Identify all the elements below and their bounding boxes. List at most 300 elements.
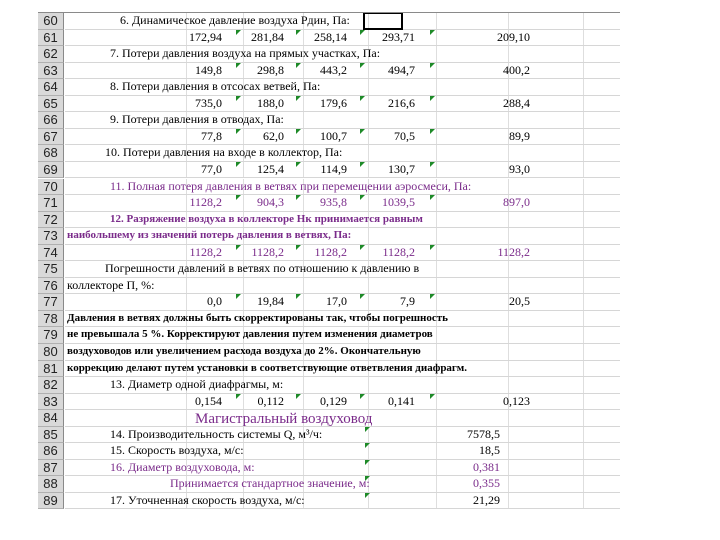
value-cell[interactable]: 904,3 <box>257 195 284 210</box>
value-cell[interactable]: 7578,5 <box>467 426 500 441</box>
gridline <box>436 13 437 29</box>
gridline <box>436 493 437 509</box>
gridline <box>303 30 304 46</box>
error-indicator-icon <box>430 195 435 200</box>
row-cells[interactable] <box>65 129 620 146</box>
error-indicator-icon <box>236 63 241 68</box>
gridline <box>583 145 584 161</box>
gridline <box>186 63 187 79</box>
gridline <box>508 46 509 62</box>
gridline <box>368 79 369 95</box>
value-cell[interactable]: 7,9 <box>400 294 415 309</box>
gridline <box>436 96 437 112</box>
table-row <box>38 112 620 129</box>
gridline <box>186 129 187 145</box>
gridline <box>303 443 304 459</box>
error-indicator-icon <box>360 294 365 299</box>
value-cell[interactable]: 149,8 <box>195 62 222 77</box>
gridline <box>368 30 369 46</box>
gridline <box>186 278 187 294</box>
gridline <box>583 443 584 459</box>
error-indicator-icon <box>296 294 301 299</box>
row-cells[interactable] <box>65 327 620 344</box>
label-cell[interactable]: 9. Потери давления в отводах, Па: <box>110 112 284 127</box>
gridline <box>508 261 509 277</box>
value-cell[interactable]: 1128,2 <box>189 244 222 259</box>
table-row <box>38 212 620 229</box>
row-header[interactable]: 78 <box>38 311 64 328</box>
table-row <box>38 427 620 444</box>
row-header[interactable]: 88 <box>38 476 64 493</box>
row-header[interactable]: 70 <box>38 179 64 196</box>
table-row <box>38 96 620 113</box>
value-cell[interactable]: 17,0 <box>326 294 347 309</box>
gridline <box>303 96 304 112</box>
gridline <box>583 162 584 178</box>
row-cells[interactable] <box>65 493 620 510</box>
gridline <box>368 245 369 261</box>
table-row <box>38 13 620 30</box>
value-cell[interactable]: 443,2 <box>320 62 347 77</box>
value-cell[interactable]: 21,29 <box>473 492 500 507</box>
gridline <box>303 377 304 393</box>
value-cell[interactable]: 89,9 <box>509 128 530 143</box>
gridline <box>303 278 304 294</box>
table-row <box>38 327 620 344</box>
error-indicator-icon <box>430 245 435 250</box>
gridline <box>508 278 509 294</box>
value-cell[interactable]: 1128,2 <box>189 195 222 210</box>
row-header[interactable]: 71 <box>38 195 64 212</box>
row-header[interactable]: 85 <box>38 427 64 444</box>
gridline <box>186 410 187 426</box>
gridline <box>303 63 304 79</box>
label-cell[interactable]: 11. Полная потеря давления в ветвях при перемещении аэросмеси, Па: <box>110 178 472 193</box>
row-header[interactable]: 65 <box>38 96 64 113</box>
row-header[interactable]: 83 <box>38 394 64 411</box>
gridline <box>436 162 437 178</box>
error-indicator-icon <box>236 195 241 200</box>
label-cell[interactable]: 8. Потери давления в отсосах ветвей, Па: <box>110 79 321 94</box>
table-row <box>38 344 620 361</box>
value-cell[interactable]: 1128,2 <box>251 244 284 259</box>
gridline <box>368 96 369 112</box>
gridline <box>243 278 244 294</box>
value-cell[interactable]: 298,8 <box>257 62 284 77</box>
row-cells[interactable] <box>65 112 620 129</box>
row-cells[interactable] <box>65 46 620 63</box>
table-row <box>38 162 620 179</box>
row-header[interactable]: 61 <box>38 30 64 47</box>
error-indicator-icon <box>236 245 241 250</box>
row-header[interactable]: 72 <box>38 212 64 229</box>
table-row <box>38 278 620 295</box>
gridline <box>436 195 437 211</box>
row-header[interactable]: 63 <box>38 63 64 80</box>
value-cell[interactable]: 0,154 <box>195 393 222 408</box>
value-cell[interactable]: 0,112 <box>257 393 284 408</box>
label-cell[interactable]: наибольшему из значений потерь давления в ветвях, Па: <box>67 229 352 242</box>
gridline <box>436 30 437 46</box>
gridline <box>436 443 437 459</box>
row-cells[interactable] <box>65 443 620 460</box>
row-header[interactable]: 79 <box>38 327 64 344</box>
label-cell[interactable]: коллекторе П, %: <box>67 277 155 292</box>
row-header[interactable]: 86 <box>38 443 64 460</box>
gridline <box>368 162 369 178</box>
gridline <box>583 63 584 79</box>
label-cell[interactable]: коррекцию делают путем установки в соответствующие ответвления диафрагм. <box>67 361 468 374</box>
row-cells[interactable] <box>65 13 620 30</box>
table-row <box>38 460 620 477</box>
gridline <box>583 212 584 228</box>
gridline <box>583 294 584 310</box>
label-cell[interactable]: не превышала 5 %. Корректируют давления путем изменения диаметров <box>67 328 433 341</box>
gridline <box>303 112 304 128</box>
label-cell[interactable]: воздуховодов или увеличением расхода воздуха до 2%. Окончательную <box>67 345 421 357</box>
table-row <box>38 493 620 510</box>
gridline <box>508 145 509 161</box>
value-cell[interactable]: 0,141 <box>388 393 415 408</box>
gridline <box>368 63 369 79</box>
error-indicator-icon <box>296 162 301 167</box>
label-cell[interactable]: 15. Скорость воздуха, м/с: <box>110 443 244 458</box>
table-row <box>38 361 620 378</box>
gridline <box>243 195 244 211</box>
row-cells[interactable] <box>65 394 620 411</box>
error-indicator-icon <box>365 476 370 481</box>
gridline <box>583 361 584 377</box>
gridline <box>368 195 369 211</box>
value-cell[interactable]: 172,94 <box>189 29 222 44</box>
row-header[interactable]: 69 <box>38 162 64 179</box>
table-row <box>38 311 620 328</box>
gridline <box>583 228 584 244</box>
table-row <box>38 46 620 63</box>
gridline <box>508 344 509 360</box>
table-row <box>38 30 620 47</box>
table-row <box>38 377 620 394</box>
row-header[interactable]: 75 <box>38 261 64 278</box>
value-cell[interactable]: 62,0 <box>263 128 284 143</box>
gridline <box>583 311 584 327</box>
row-cells[interactable] <box>65 294 620 311</box>
value-cell[interactable]: 0,0 <box>207 294 222 309</box>
table-row <box>38 245 620 262</box>
row-cells[interactable] <box>65 278 620 295</box>
gridline <box>583 46 584 62</box>
table-row <box>38 129 620 146</box>
table-row <box>38 195 620 212</box>
row-header[interactable]: 68 <box>38 145 64 162</box>
label-cell[interactable]: 17. Уточненная скорость воздуха, м/с: <box>110 492 305 507</box>
gridline <box>436 46 437 62</box>
gridline <box>436 145 437 161</box>
selected-cell-outline <box>363 12 403 30</box>
gridline <box>368 145 369 161</box>
error-indicator-icon <box>430 30 435 35</box>
label-cell[interactable]: Погрешности давлений в ветвях по отношению к давлению в <box>105 261 420 276</box>
gridline <box>368 228 369 244</box>
gridline <box>508 79 509 95</box>
error-indicator-icon <box>236 30 241 35</box>
gridline <box>508 476 509 492</box>
label-cell[interactable]: Принимается стандартное значение, м: <box>170 476 370 491</box>
value-cell[interactable]: 130,7 <box>388 161 415 176</box>
gridline <box>186 294 187 310</box>
row-cells[interactable] <box>65 30 620 47</box>
gridline <box>436 427 437 443</box>
gridline <box>508 212 509 228</box>
gridline <box>368 377 369 393</box>
row-cells[interactable] <box>65 162 620 179</box>
table-row <box>38 294 620 311</box>
row-header[interactable]: 62 <box>38 46 64 63</box>
table-row <box>38 145 620 162</box>
value-cell[interactable]: 100,7 <box>320 128 347 143</box>
row-cells[interactable] <box>65 245 620 262</box>
value-cell[interactable]: 1039,5 <box>382 195 415 210</box>
value-cell[interactable]: 188,0 <box>257 95 284 110</box>
gridline <box>436 344 437 360</box>
gridline <box>436 112 437 128</box>
value-cell[interactable]: 735,0 <box>195 95 222 110</box>
error-indicator-icon <box>296 394 301 399</box>
row-cells[interactable] <box>65 460 620 477</box>
table-row <box>38 228 620 245</box>
error-indicator-icon <box>430 294 435 299</box>
row-cells[interactable] <box>65 377 620 394</box>
error-indicator-icon <box>360 195 365 200</box>
gridline <box>303 162 304 178</box>
gridline <box>583 344 584 360</box>
row-cells[interactable] <box>65 311 620 328</box>
row-header[interactable]: 84 <box>38 410 64 427</box>
gridline <box>583 129 584 145</box>
value-cell[interactable]: 125,4 <box>257 161 284 176</box>
value-cell[interactable]: 19,84 <box>257 294 284 309</box>
gridline <box>508 327 509 343</box>
value-cell[interactable]: 209,10 <box>497 29 530 44</box>
value-cell[interactable]: 1128,2 <box>314 244 347 259</box>
table-row <box>38 476 620 493</box>
row-header[interactable]: 89 <box>38 493 64 510</box>
value-cell[interactable]: 281,84 <box>251 29 284 44</box>
value-cell[interactable]: 18,5 <box>479 443 500 458</box>
value-cell[interactable]: 935,8 <box>320 195 347 210</box>
row-header[interactable]: 87 <box>38 460 64 477</box>
row-cells[interactable] <box>65 344 620 361</box>
error-indicator-icon <box>296 245 301 250</box>
value-cell[interactable]: 897,0 <box>503 195 530 210</box>
value-cell[interactable]: 77,8 <box>201 128 222 143</box>
table-row <box>38 63 620 80</box>
value-cell[interactable]: 70,5 <box>394 128 415 143</box>
gridline <box>508 427 509 443</box>
error-indicator-icon <box>360 394 365 399</box>
value-cell[interactable]: 20,5 <box>509 294 530 309</box>
value-cell[interactable]: 114,9 <box>320 161 347 176</box>
row-header[interactable]: 80 <box>38 344 64 361</box>
error-indicator-icon <box>360 63 365 68</box>
gridline <box>583 493 584 509</box>
error-indicator-icon <box>296 129 301 134</box>
error-indicator-icon <box>236 294 241 299</box>
table-row <box>38 410 620 427</box>
gridline <box>583 13 584 29</box>
table-row <box>38 261 620 278</box>
value-cell[interactable]: 288,4 <box>503 95 530 110</box>
gridline <box>303 195 304 211</box>
label-cell[interactable]: 7. Потери давления воздуха на прямых участках, Па: <box>110 46 381 61</box>
gridline <box>583 179 584 195</box>
error-indicator-icon <box>236 96 241 101</box>
value-cell[interactable]: 77,0 <box>201 161 222 176</box>
gridline <box>436 278 437 294</box>
gridline <box>303 129 304 145</box>
gridline <box>583 112 584 128</box>
gridline <box>508 443 509 459</box>
gridline <box>243 63 244 79</box>
row-cells[interactable] <box>65 79 620 96</box>
row-cells[interactable] <box>65 476 620 493</box>
gridline <box>186 96 187 112</box>
gridline <box>436 79 437 95</box>
value-cell[interactable]: 293,71 <box>382 29 415 44</box>
gridline <box>583 30 584 46</box>
gridline <box>243 162 244 178</box>
value-cell[interactable]: 494,7 <box>388 62 415 77</box>
gridline <box>583 377 584 393</box>
error-indicator-icon <box>360 162 365 167</box>
table-row <box>38 443 620 460</box>
label-cell[interactable]: 12. Разряжение воздуха в коллекторе Нк принимается равным <box>110 212 423 225</box>
label-cell[interactable]: Давления в ветвях должны быть скорректированы так, чтобы погрешность <box>67 311 448 324</box>
row-header[interactable]: 67 <box>38 129 64 146</box>
gridline <box>508 311 509 327</box>
gridline <box>436 63 437 79</box>
gridline <box>583 476 584 492</box>
error-indicator-icon <box>430 394 435 399</box>
row-cells[interactable] <box>65 228 620 245</box>
value-cell[interactable]: 0,381 <box>473 459 500 474</box>
gridline <box>243 394 244 410</box>
row-cells[interactable] <box>65 212 620 229</box>
row-header[interactable]: 74 <box>38 245 64 262</box>
value-cell[interactable]: 0,355 <box>473 476 500 491</box>
gridline <box>186 195 187 211</box>
row-cells[interactable] <box>65 63 620 80</box>
gridline <box>508 410 509 426</box>
value-cell[interactable]: 93,0 <box>509 161 530 176</box>
row-cells[interactable] <box>65 410 620 427</box>
error-indicator-icon <box>296 30 301 35</box>
row-header[interactable]: 64 <box>38 79 64 96</box>
gridline <box>436 261 437 277</box>
value-cell[interactable]: 216,6 <box>388 95 415 110</box>
error-indicator-icon <box>365 493 370 498</box>
gridline <box>186 394 187 410</box>
gridline <box>583 195 584 211</box>
table-row <box>38 394 620 411</box>
label-cell[interactable]: 16. Диаметр воздуховода, м: <box>110 459 255 474</box>
row-header[interactable]: 76 <box>38 278 64 295</box>
section-title: Магистральный воздуховод <box>195 411 373 428</box>
row-cells[interactable] <box>65 179 620 196</box>
gridline <box>243 96 244 112</box>
row-cells[interactable] <box>65 361 620 378</box>
value-cell[interactable]: 1128,2 <box>497 244 530 259</box>
spreadsheet-grid[interactable] <box>38 12 620 511</box>
error-indicator-icon <box>236 394 241 399</box>
gridline <box>508 179 509 195</box>
gridline <box>303 245 304 261</box>
gridline <box>508 493 509 509</box>
gridline <box>508 377 509 393</box>
gridline <box>583 245 584 261</box>
gridline <box>303 294 304 310</box>
gridline <box>368 112 369 128</box>
row-header[interactable]: 82 <box>38 377 64 394</box>
gridline <box>436 327 437 343</box>
error-indicator-icon <box>430 129 435 134</box>
gridline <box>436 394 437 410</box>
gridline <box>583 427 584 443</box>
gridline <box>583 261 584 277</box>
row-header[interactable]: 73 <box>38 228 64 245</box>
row-header[interactable]: 60 <box>38 13 64 30</box>
row-header[interactable]: 66 <box>38 112 64 129</box>
gridline <box>583 79 584 95</box>
error-indicator-icon <box>365 427 370 432</box>
error-indicator-icon <box>430 63 435 68</box>
row-cells[interactable] <box>65 96 620 113</box>
label-cell[interactable]: 14. Производительность системы Q, м³/ч: <box>110 426 323 441</box>
row-cells[interactable] <box>65 195 620 212</box>
row-cells[interactable] <box>65 145 620 162</box>
value-cell[interactable]: 0,129 <box>320 393 347 408</box>
value-cell[interactable]: 400,2 <box>503 62 530 77</box>
row-cells[interactable] <box>65 427 620 444</box>
error-indicator-icon <box>296 63 301 68</box>
row-header[interactable]: 81 <box>38 361 64 378</box>
label-cell[interactable]: 13. Диаметр одной диафрагмы, м: <box>110 377 284 392</box>
gridline <box>368 278 369 294</box>
row-cells[interactable] <box>65 261 620 278</box>
gridline <box>436 410 437 426</box>
gridline <box>583 410 584 426</box>
gridline <box>368 294 369 310</box>
table-row <box>38 79 620 96</box>
label-cell[interactable]: 6. Динамическое давление воздуха Pдин, Па: <box>120 13 350 27</box>
error-indicator-icon <box>365 443 370 448</box>
gridline <box>508 460 509 476</box>
value-cell[interactable]: 0,123 <box>503 393 530 408</box>
value-cell[interactable]: 1128,2 <box>382 244 415 259</box>
error-indicator-icon <box>430 162 435 167</box>
error-indicator-icon <box>360 96 365 101</box>
value-cell[interactable]: 179,6 <box>320 95 347 110</box>
gridline <box>508 112 509 128</box>
row-header[interactable]: 77 <box>38 294 64 311</box>
gridline <box>508 361 509 377</box>
label-cell[interactable]: 10. Потери давления на входе в коллектор, Па: <box>105 145 343 160</box>
gridline <box>243 129 244 145</box>
error-indicator-icon <box>236 129 241 134</box>
value-cell[interactable]: 258,14 <box>314 29 347 44</box>
gridline <box>368 394 369 410</box>
gridline <box>436 212 437 228</box>
